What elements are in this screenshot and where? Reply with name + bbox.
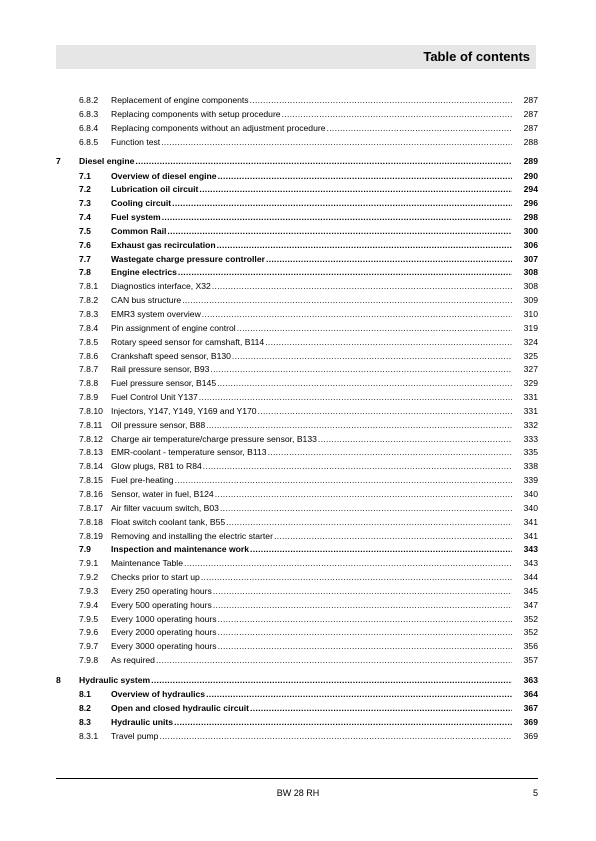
header-bar xyxy=(56,45,536,69)
toc-entry-page: 343 xyxy=(523,544,538,555)
toc-entry-title: Hydraulic system ..... xyxy=(79,674,512,688)
toc-entry-page: 289 xyxy=(523,156,538,167)
toc-entry-number: 7.8.13 xyxy=(79,447,103,458)
toc-entry[interactable] xyxy=(56,571,538,585)
toc-entry-number: 7.8.10 xyxy=(79,405,103,416)
toc-entry[interactable] xyxy=(56,94,538,108)
toc-entry-page: 331 xyxy=(523,392,538,403)
footer-divider xyxy=(56,778,538,779)
toc-entry-title: Glow plugs, R81 to R84 ..... xyxy=(111,460,512,474)
toc-entry[interactable] xyxy=(56,253,538,267)
toc-entry-page: 329 xyxy=(523,378,538,389)
toc-entry-number: 7 xyxy=(56,156,61,167)
toc-entry[interactable] xyxy=(56,613,538,627)
toc-entry[interactable] xyxy=(56,155,538,169)
toc-entry-title: Rotary speed sensor for camshaft, B114 ..... xyxy=(111,336,512,350)
toc-entry-number: 7.8.7 xyxy=(79,364,99,375)
toc-entry-title: Inspection and maintenance work ..... xyxy=(111,543,512,557)
toc-entry-title: Every 2000 operating hours ..... xyxy=(111,626,512,640)
toc-entry[interactable] xyxy=(56,674,538,688)
toc-entry-title: EMR3 system overview ..... xyxy=(111,308,512,322)
toc-entry-page: 341 xyxy=(523,516,538,527)
toc-entry-page: 369 xyxy=(523,716,538,727)
page-title: Table of contents xyxy=(423,49,530,64)
toc-entry-page: 319 xyxy=(523,322,538,333)
toc-entry-title: Fuel Control Unit Y137 ..... xyxy=(111,391,512,405)
toc-entry-title: Travel pump ..... xyxy=(111,730,512,744)
toc-entry[interactable] xyxy=(56,170,538,184)
toc-entry-title: Wastegate charge pressure controller ..... xyxy=(111,253,512,267)
toc-entry-page: 308 xyxy=(523,281,538,292)
toc-entry-title: Every 500 operating hours ..... xyxy=(111,599,512,613)
toc-entry-title: Fuel system ..... xyxy=(111,211,512,225)
toc-entry[interactable] xyxy=(56,377,538,391)
toc-entry[interactable] xyxy=(56,322,538,336)
toc-entry-number: 7.8 xyxy=(79,267,91,278)
toc-entry[interactable] xyxy=(56,108,538,122)
toc-entry[interactable] xyxy=(56,391,538,405)
toc-entry-page: 347 xyxy=(523,599,538,610)
toc-entry-title: Removing and installing the electric starter ..... xyxy=(111,530,512,544)
toc-entry-number: 7.9 xyxy=(79,544,91,555)
toc-entry-page: 294 xyxy=(523,184,538,195)
toc-entry-number: 7.9.1 xyxy=(79,558,99,569)
toc-entry-title: Float switch coolant tank, B55 ..... xyxy=(111,516,512,530)
toc-entry-number: 7.8.17 xyxy=(79,502,103,513)
toc-entry[interactable] xyxy=(56,626,538,640)
toc-entry-page: 357 xyxy=(523,655,538,666)
toc-entry-title: Common Rail ..... xyxy=(111,225,512,239)
toc-entry[interactable] xyxy=(56,446,538,460)
toc-entry-number: 7.6 xyxy=(79,239,91,250)
toc-entry[interactable] xyxy=(56,557,538,571)
toc-entry[interactable] xyxy=(56,197,538,211)
toc-entry-title: Function test ..... xyxy=(111,136,512,150)
toc-entry-page: 345 xyxy=(523,585,538,596)
toc-entry-title: Checks prior to start up ..... xyxy=(111,571,512,585)
toc-entry[interactable] xyxy=(56,688,538,702)
toc-entry-title: Pin assignment of engine control ..... xyxy=(111,322,512,336)
toc-entry-page: 327 xyxy=(523,364,538,375)
toc-entry-page: 340 xyxy=(523,502,538,513)
toc-entry-number: 7.8.4 xyxy=(79,322,99,333)
toc-entry-page: 369 xyxy=(523,730,538,741)
toc-entry[interactable] xyxy=(56,530,538,544)
toc-entry[interactable] xyxy=(56,211,538,225)
toc-entry-number: 7.8.18 xyxy=(79,516,103,527)
toc-entry[interactable] xyxy=(56,599,538,613)
toc-entry-title: Charge air temperature/charge pressure sensor, B133 ..... xyxy=(111,433,512,447)
toc-entry-number: 7.8.1 xyxy=(79,281,99,292)
toc-entry-title: Open and closed hydraulic circuit ..... xyxy=(111,702,512,716)
toc-entry-page: 287 xyxy=(523,122,538,133)
toc-entry[interactable] xyxy=(56,280,538,294)
toc-entry-number: 6.8.3 xyxy=(79,108,99,119)
toc-entry-page: 300 xyxy=(523,225,538,236)
toc-entry-number: 7.9.4 xyxy=(79,599,99,610)
toc-entry[interactable] xyxy=(56,122,538,136)
footer-page-number: 5 xyxy=(532,788,538,798)
toc-entry[interactable] xyxy=(56,294,538,308)
toc-entry-title: Overview of hydraulics ..... xyxy=(111,688,512,702)
toc-entry-page: 308 xyxy=(523,267,538,278)
toc-entry-number: 8.2 xyxy=(79,702,91,713)
toc-entry-page: 343 xyxy=(523,558,538,569)
toc-entry-number: 7.7 xyxy=(79,253,91,264)
toc-entry-number: 7.9.2 xyxy=(79,572,99,583)
toc-entry-number: 7.8.15 xyxy=(79,475,103,486)
toc-entry-page: 332 xyxy=(523,419,538,430)
toc-entry-number: 7.9.3 xyxy=(79,585,99,596)
toc-entry-page: 338 xyxy=(523,461,538,472)
toc-entry-number: 8.3.1 xyxy=(79,730,99,741)
toc-entry-page: 310 xyxy=(523,309,538,319)
toc-entry-page: 341 xyxy=(523,530,538,541)
toc-entry-title: Rail pressure sensor, B93 ..... xyxy=(111,363,512,377)
toc-entry-title: Every 1000 operating hours ..... xyxy=(111,613,512,627)
toc-entry-number: 7.8.9 xyxy=(79,392,99,403)
toc-entry-number: 7.9.8 xyxy=(79,655,99,666)
toc-entry-title: Replacing components with setup procedure ..... xyxy=(111,108,512,122)
toc-entry[interactable] xyxy=(56,308,538,322)
toc-entry-title: Diagnostics interface, X32 ..... xyxy=(111,280,512,294)
toc-entry[interactable] xyxy=(56,460,538,474)
toc-entry[interactable] xyxy=(56,702,538,716)
toc-entry[interactable] xyxy=(56,585,538,599)
toc-entry-number: 7.8.11 xyxy=(79,419,103,430)
toc-entry-page: 352 xyxy=(523,627,538,638)
toc-entry-number: 8.3 xyxy=(79,716,91,727)
toc-entry[interactable] xyxy=(56,654,538,668)
toc-entry-page: 367 xyxy=(523,702,538,713)
toc-entry-title: Every 3000 operating hours ..... xyxy=(111,640,512,654)
toc-entry-number: 7.8.16 xyxy=(79,488,103,499)
toc-entry-number: 7.8.2 xyxy=(79,295,99,306)
toc-entry-number: 7.1 xyxy=(79,170,91,181)
toc-entry-number: 7.8.14 xyxy=(79,461,103,472)
toc-entry-title: Sensor, water in fuel, B124 ..... xyxy=(111,488,512,502)
toc-entry-page: 333 xyxy=(523,433,538,444)
toc-entry[interactable] xyxy=(56,405,538,419)
toc-entry-title: Lubrication oil circuit ..... xyxy=(111,183,512,197)
toc-entry-number: 7.8.3 xyxy=(79,309,99,319)
toc-entry-title: Injectors, Y147, Y149, Y169 and Y170 ..... xyxy=(111,405,512,419)
toc-entry[interactable] xyxy=(56,183,538,197)
toc-entry[interactable] xyxy=(56,716,538,730)
toc-entry-title: EMR-coolant - temperature sensor, B113 ..... xyxy=(111,446,512,460)
toc-entry-title: Fuel pressure sensor, B145 ..... xyxy=(111,377,512,391)
toc-entry[interactable] xyxy=(56,266,538,280)
toc-entry[interactable] xyxy=(56,239,538,253)
toc-entry-title: Crankshaft speed sensor, B130 ..... xyxy=(111,350,512,364)
toc-entry-page: 307 xyxy=(523,253,538,264)
toc-entry-page: 287 xyxy=(523,95,538,105)
toc-entry-title: Overview of diesel engine ..... xyxy=(111,170,512,184)
toc-entry-title: Replacing components without an adjustment procedure ..... xyxy=(111,122,512,136)
toc-entry-page: 288 xyxy=(523,136,538,147)
toc-entry-page: 344 xyxy=(523,572,538,583)
toc-entry-number: 7.9.5 xyxy=(79,613,99,624)
toc-entry-number: 8 xyxy=(56,674,61,685)
toc-entry-number: 7.9.6 xyxy=(79,627,99,638)
toc-entry-page: 340 xyxy=(523,488,538,499)
toc-entry[interactable] xyxy=(56,136,538,150)
toc-entry[interactable] xyxy=(56,488,538,502)
toc-entry-number: 6.8.4 xyxy=(79,122,99,133)
toc-entry-title: CAN bus structure ..... xyxy=(111,294,512,308)
toc-entry[interactable] xyxy=(56,363,538,377)
toc-entry-number: 7.9.7 xyxy=(79,641,99,652)
toc-entry[interactable] xyxy=(56,543,538,557)
table-of-contents xyxy=(56,94,538,744)
toc-entry-title: As required ..... xyxy=(111,654,512,668)
toc-entry-page: 363 xyxy=(523,674,538,685)
toc-entry-number: 7.2 xyxy=(79,184,91,195)
toc-entry-page: 331 xyxy=(523,405,538,416)
toc-entry[interactable] xyxy=(56,225,538,239)
toc-entry-page: 309 xyxy=(523,295,538,306)
toc-entry-title: Air filter vacuum switch, B03 ..... xyxy=(111,502,512,516)
toc-entry-number: 7.8.6 xyxy=(79,350,99,361)
toc-entry-page: 298 xyxy=(523,212,538,223)
toc-entry-page: 335 xyxy=(523,447,538,458)
toc-entry[interactable] xyxy=(56,474,538,488)
footer-document-name: BW 28 RH xyxy=(276,788,320,798)
toc-entry-title: Exhaust gas recirculation ..... xyxy=(111,239,512,253)
toc-entry-number: 6.8.5 xyxy=(79,136,99,147)
toc-entry[interactable] xyxy=(56,350,538,364)
toc-entry-number: 7.5 xyxy=(79,225,91,236)
toc-entry-title: Replacement of engine components ..... xyxy=(111,94,512,108)
toc-entry-title: Maintenance Table ..... xyxy=(111,557,512,571)
toc-entry-number: 7.8.5 xyxy=(79,336,99,347)
toc-entry[interactable] xyxy=(56,433,538,447)
toc-entry-page: 306 xyxy=(523,239,538,250)
toc-entry-title: Fuel pre-heating ..... xyxy=(111,474,512,488)
toc-entry-title: Cooling circuit ..... xyxy=(111,197,512,211)
toc-entry-title: Oil pressure sensor, B88 ..... xyxy=(111,419,512,433)
toc-entry[interactable] xyxy=(56,516,538,530)
toc-entry-page: 296 xyxy=(523,198,538,209)
toc-entry[interactable] xyxy=(56,730,538,744)
toc-entry-page: 364 xyxy=(523,689,538,700)
toc-entry-page: 290 xyxy=(523,170,538,181)
toc-entry[interactable] xyxy=(56,419,538,433)
toc-entry-number: 7.3 xyxy=(79,198,91,209)
toc-entry-page: 356 xyxy=(523,641,538,652)
toc-entry-number: 8.1 xyxy=(79,689,91,700)
toc-entry-title: Hydraulic units ..... xyxy=(111,716,512,730)
toc-entry-number: 7.8.12 xyxy=(79,433,103,444)
toc-entry-title: Engine electrics ..... xyxy=(111,266,512,280)
toc-entry-page: 325 xyxy=(523,350,538,361)
toc-entry[interactable] xyxy=(56,502,538,516)
toc-entry-number: 7.4 xyxy=(79,212,91,223)
toc-entry-page: 339 xyxy=(523,475,538,486)
toc-entry-title: Every 250 operating hours ..... xyxy=(111,585,512,599)
toc-entry-number: 7.8.8 xyxy=(79,378,99,389)
toc-entry-title: Diesel engine ..... xyxy=(79,155,512,169)
toc-entry-number: 7.8.19 xyxy=(79,530,103,541)
toc-entry-page: 324 xyxy=(523,336,538,347)
toc-entry-page: 352 xyxy=(523,613,538,624)
toc-entry-page: 287 xyxy=(523,108,538,119)
toc-entry[interactable] xyxy=(56,640,538,654)
toc-entry-number: 6.8.2 xyxy=(79,95,99,105)
toc-entry[interactable] xyxy=(56,336,538,350)
